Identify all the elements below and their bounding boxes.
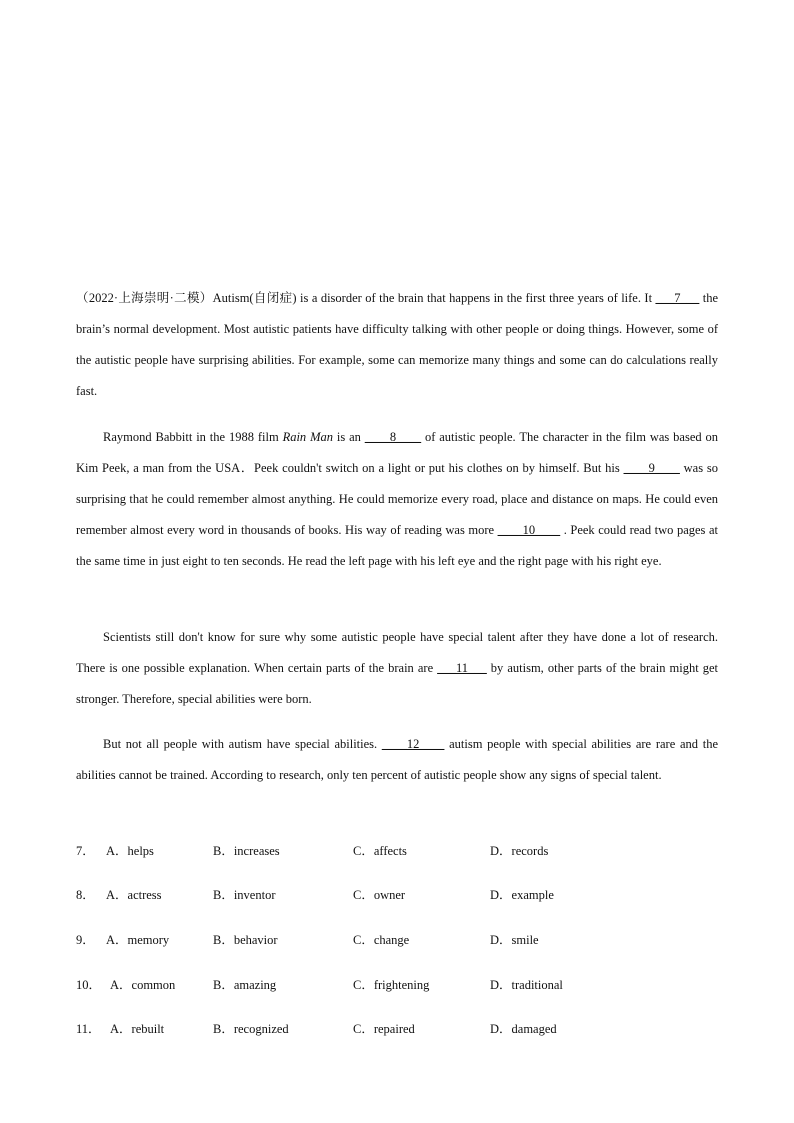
question-number: 10． [76,978,102,992]
p1-text-1: Autism(自闭症) is a disorder of the brain that happens in the first three years of life. It [212,291,656,305]
option-d[interactable]: D．smile [490,933,539,947]
option-a[interactable]: A．actress [106,888,162,902]
blank-8: ____8____ [364,430,422,444]
question-7 [76,841,718,861]
p2-text-4: was so surprising that he could remember almost anything. He could memorize every road, place and distance on maps. He could even remember almost every word in thousands of books. His way of reading was more [76,461,718,537]
p2-text-1: Raymond Babbitt in the 1988 film [103,430,283,444]
question-number: 7． [76,844,95,858]
p3-text-1: Scientists still don't know for sure why some autistic people have special talent after they have done a lot of research. There is one possible explanation. When certain parts of the brain are [76,630,718,675]
p3-text-2: by autism, other parts of the brain might get stronger. Therefore, special abilities were born. [76,661,718,706]
p2-text-3: of autistic people. The character in the film was based on Kim Peek, a man from the USA．Peek couldn't switch on a light or put his clothes on by himself. But his [76,430,719,475]
option-b[interactable]: B．increases [213,844,280,858]
source-label: （2022·上海崇明·二模） [76,291,213,305]
blank-9: ____9____ [623,461,680,475]
p4-text-1: But not all people with autism have special abilities. [103,737,382,751]
option-b[interactable]: B．behavior [213,933,278,947]
option-d[interactable]: D．records [490,844,549,858]
option-b[interactable]: B．recognized [213,1022,289,1036]
question-8 [76,885,718,905]
blank-12: ____12____ [381,737,445,751]
option-a[interactable]: A．common [110,978,176,992]
question-10 [76,975,718,995]
p4-text-2: autism people with special abilities are rare and the abilities cannot be trained. According to research, only ten percent of autistic people show any signs of special talent. [76,737,718,782]
option-b[interactable]: B．amazing [213,978,277,992]
question-number: 9． [76,933,95,947]
option-c[interactable]: C．affects [353,844,407,858]
question-number: 8． [76,888,95,902]
blank-7: ___7___ [655,291,700,305]
option-a[interactable]: A．helps [106,844,154,858]
paragraph-1 [76,283,718,407]
option-d[interactable]: D．damaged [490,1022,557,1036]
blank-11: ___11___ [437,661,487,675]
paragraph-4 [76,729,718,791]
p2-text-5: . Peek could read two pages at the same time in just eight to ten seconds. He read the left page with his left eye and the right page with his right eye. [76,523,719,568]
blank-10: ____10____ [497,523,561,537]
p2-text-2: is an [333,430,365,444]
option-c[interactable]: C．frightening [353,978,430,992]
option-a[interactable]: A．rebuilt [110,1022,165,1036]
film-title: Rain Man [282,430,333,444]
question-9 [76,930,718,950]
option-d[interactable]: D．traditional [490,978,563,992]
option-b[interactable]: B．inventor [213,888,276,902]
p1-text-2: the brain’s normal development. Most autistic patients have difficulty talking with other people or doing things. However, some of the autistic people have surprising abilities. For example, some can memorize many things and some can do calculations really fast. [76,291,719,398]
option-c[interactable]: C．repaired [353,1022,415,1036]
question-number: 11． [76,1022,101,1036]
question-11 [76,1019,718,1039]
option-a[interactable]: A．memory [106,933,170,947]
option-d[interactable]: D．example [490,888,554,902]
paragraph-3 [76,622,718,715]
paragraph-2 [76,422,718,577]
option-c[interactable]: C．change [353,933,410,947]
option-c[interactable]: C．owner [353,888,406,902]
